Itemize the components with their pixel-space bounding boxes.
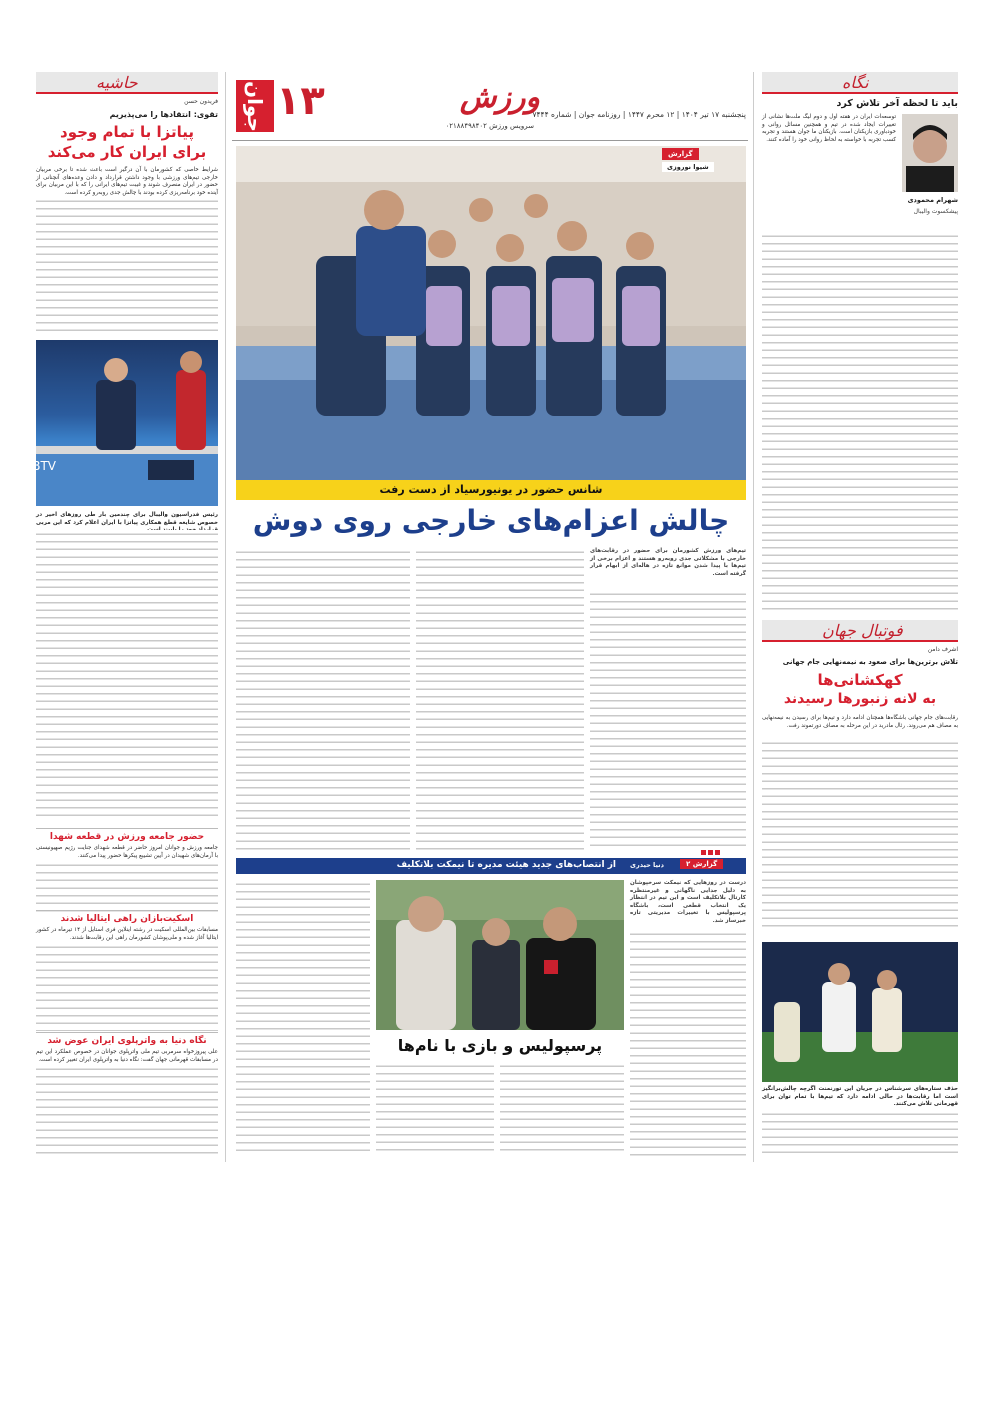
left-divider-3 [36, 1032, 218, 1033]
left-divider-1 [36, 828, 218, 829]
left-item1-title2: برای ایران کار می‌کند [47, 143, 207, 161]
football-caption: حذف ستاره‌های سرشناس در جریان این تورنمنت اگرچه چالش‌برانگیز است اما رقابت‌ها در حالی ادامه دارد که تیم‌ها با تمام توان برای قهرمانی تلاش می‌کنند. [762, 1086, 958, 1108]
opinion-author-photo-art [902, 114, 958, 192]
section-title: ورزش [459, 80, 540, 115]
main-lead: تیم‌های ورزش کشورمان برای حضور در رقابت‌های خارجی با مشکلاتی جدی روبه‌رو هستند و اعزام برخی از تیم‌ها با پیدا شدن موانع تازه در هاله‌ای از ابهام قرار گرفته است. [590, 548, 746, 577]
opinion-body [762, 232, 958, 610]
opinion-author-photo [902, 114, 958, 192]
opinion [762, 98, 958, 109]
left-item3 [36, 914, 218, 1031]
world-body-continued [762, 1110, 958, 1158]
world-body [762, 739, 958, 929]
persepolis-photo [376, 880, 624, 1030]
world-kicker: تلاش برترین‌ها برای صعود به نیمه‌نهایی جام جهانی [782, 658, 958, 666]
right-band-2-author: اشرف دامن [927, 646, 958, 653]
main-end-mark [700, 840, 721, 859]
left-item2 [36, 832, 218, 913]
main-col-1 [590, 590, 746, 850]
left-item3-title: اسکیت‌بازان راهی ایتالیا شدند [60, 914, 194, 924]
svg-text:BTV: BTV [32, 459, 56, 473]
page-number: ۱۳ [276, 78, 325, 124]
left-divider-2 [36, 910, 218, 911]
volleyball-caption: رئیس فدراسیون والیبال برای چندمین بار طی روزهای اخیر در خصوص شایعه قطع همکاری پیاتزا با ایران اعلام کرد که این مربی [36, 512, 218, 526]
main-col-2 [416, 548, 584, 850]
left-item1-lead: شرایط خاصی که کشورمان با آن درگیر است باعث شده تا برخی مربیان خارجی تیم‌های ورزشی با وجود داشتن قرارداد و دادن وعده‌های آنچنانی از حضور در ایران منصرف شوند و غیبت تیم‌های ایرانی را که با این مربیان برای آینده خود برنامه‌ریزی کرده بودند با چالش جدی روبه‌رو کرده است. [36, 167, 218, 196]
masthead-divider [232, 140, 748, 141]
sub-col-right [630, 930, 746, 1156]
opinion-lead: توسعه‌ات ایران در هفته اول و دوم لیگ ملت‌ها نشانی از تغییرات ایجاد شده در تیم و همچنین مسائل روانی و خودباوری بازیکنان است. بازیکنان ما جوان هستند و تجربه کسب تجربه با خواسته به لحاظ روانی خود را آماده کنند. [762, 114, 896, 143]
right-band-2 [762, 620, 958, 642]
sub-col-mid-2 [376, 1062, 494, 1156]
sub-kicker-bar [236, 858, 746, 874]
photo-report-tag: گزارش [662, 148, 699, 160]
left-item1-title1: پیاتزا با تمام وجود [60, 123, 194, 141]
football-photo-art [762, 942, 958, 1082]
left-item3-body: مسابقات بین‌المللی اسکیت در رشته اینلاین فری استایل از ۱۴ تیرماه در کشور ایتالیا آغاز شده و ملی‌پوشان کشورمان راهی این رقابت‌ها شدند. [36, 927, 219, 941]
taekwondo-photo [236, 146, 746, 480]
main-col-3 [236, 548, 410, 850]
left-item1-kicker: تقوی: انتقادها را می‌پذیریم [109, 110, 218, 119]
left-item3-more [36, 943, 218, 1031]
opinion-title: باید تا لحظه آخر تلاش کرد [836, 98, 958, 109]
sub-col-left [236, 880, 370, 1156]
left-item1-continued [36, 530, 218, 822]
sub-lead: درست در روزهایی که نیمکت سرخپوشان به دلیل جدایی ناگهانی و غیرمنتظره کارتال بلاتکلیف است و این تیم در انتظار یک انتخاب قطعی است، باشگاه پرسپولیس با تغییرات مدیریتی تازه خبرساز شد. [630, 880, 746, 924]
masthead [232, 76, 748, 136]
left-item1-body [36, 197, 218, 333]
football-photo [762, 942, 958, 1082]
left-band [36, 72, 218, 94]
world-story [762, 658, 958, 929]
left-band-title: حاشیه [96, 73, 138, 92]
volleyball-photo [32, 340, 218, 506]
photo-author: شیوا نوروزی [662, 162, 714, 172]
main-title: چالش اعزام‌های خارجی روی دوش [252, 504, 730, 537]
sub-title: پرسپولیس و بازی با نام‌ها [397, 1036, 603, 1055]
world-lead: رقابت‌های جام جهانی باشگاه‌ها همچنان ادامه دارد و تیم‌ها برای رسیدن به نیمه‌نهایی به مصاف هم می‌روند. رئال مادرید در این مرحله به مصاف دورتموند رفت. [762, 715, 958, 729]
sub-report-tag: گزارش ۲ [680, 859, 723, 869]
persepolis-photo-art [376, 880, 624, 1030]
world-title-2: به لانه زنبورها رسیدند [783, 691, 937, 707]
left-column-rule [225, 72, 226, 1162]
main-subtitle-banner [236, 480, 746, 500]
left-item4-body: علی پیروزخواه سرمربی تیم ملی واترپلوی جوانان در خصوص عملکرد این تیم در مسابقات قهرمانی جهان گفت: نگاه دنیا به واترپلوی ایران تغییر کرده است. [36, 1049, 218, 1063]
volleyball-photo-art [32, 340, 218, 506]
date-line: پنجشنبه ۱۷ تیر ۱۴۰۴ | ۱۲ محرم ۱۴۴۷ | روزنامه جوان | شماره ۷۴۴۴ [532, 110, 746, 119]
left-author: فریدون حسن [184, 98, 218, 105]
right-band-2-title: فوتبال جهان [822, 621, 903, 640]
opinion-author: شهرام محمودی [907, 196, 958, 204]
right-band-1 [762, 72, 958, 94]
service-line: سرویس ورزش ۰۲۱۸۸۴۹۸۴۰۲ [445, 122, 534, 130]
left-item4-title: نگاه دنیا به واترپلوی ایران عوض شد [47, 1036, 207, 1046]
left-item2-body: جامعه ورزش و جوانان امروز حاضر در قطعه شهدای جنایت رژیم صهیونیستی با آرمان‌های شهیدان در آیین تشییع پیکرها حضور پیدا می‌کنند. [36, 845, 218, 859]
taekwondo-photo-art [236, 146, 746, 480]
left-item2-title: حضور جامعه ورزش در قطعه شهدا [49, 832, 205, 842]
opinion-author-role: پیشکسوت والیبال [913, 208, 958, 215]
paper-logo: جوان [236, 80, 274, 132]
right-column-rule [753, 72, 754, 1162]
main-subtitle: شانس حضور در یونیورسیاد از دست رفت [379, 483, 603, 496]
sub-kicker: از انتصاب‌های جدید هیئت مدیره تا نیمکت بلاتکلیف [396, 860, 616, 870]
sub-col-mid-1 [500, 1062, 624, 1156]
left-item1 [36, 110, 218, 333]
right-band-1-title: نگاه [842, 73, 869, 92]
sub-author: دنیا حیدری [630, 861, 664, 869]
left-item4 [36, 1036, 218, 1155]
left-item2-more [36, 861, 218, 913]
world-title-1: کهکشانی‌ها [817, 671, 903, 689]
left-item4-more [36, 1065, 218, 1155]
